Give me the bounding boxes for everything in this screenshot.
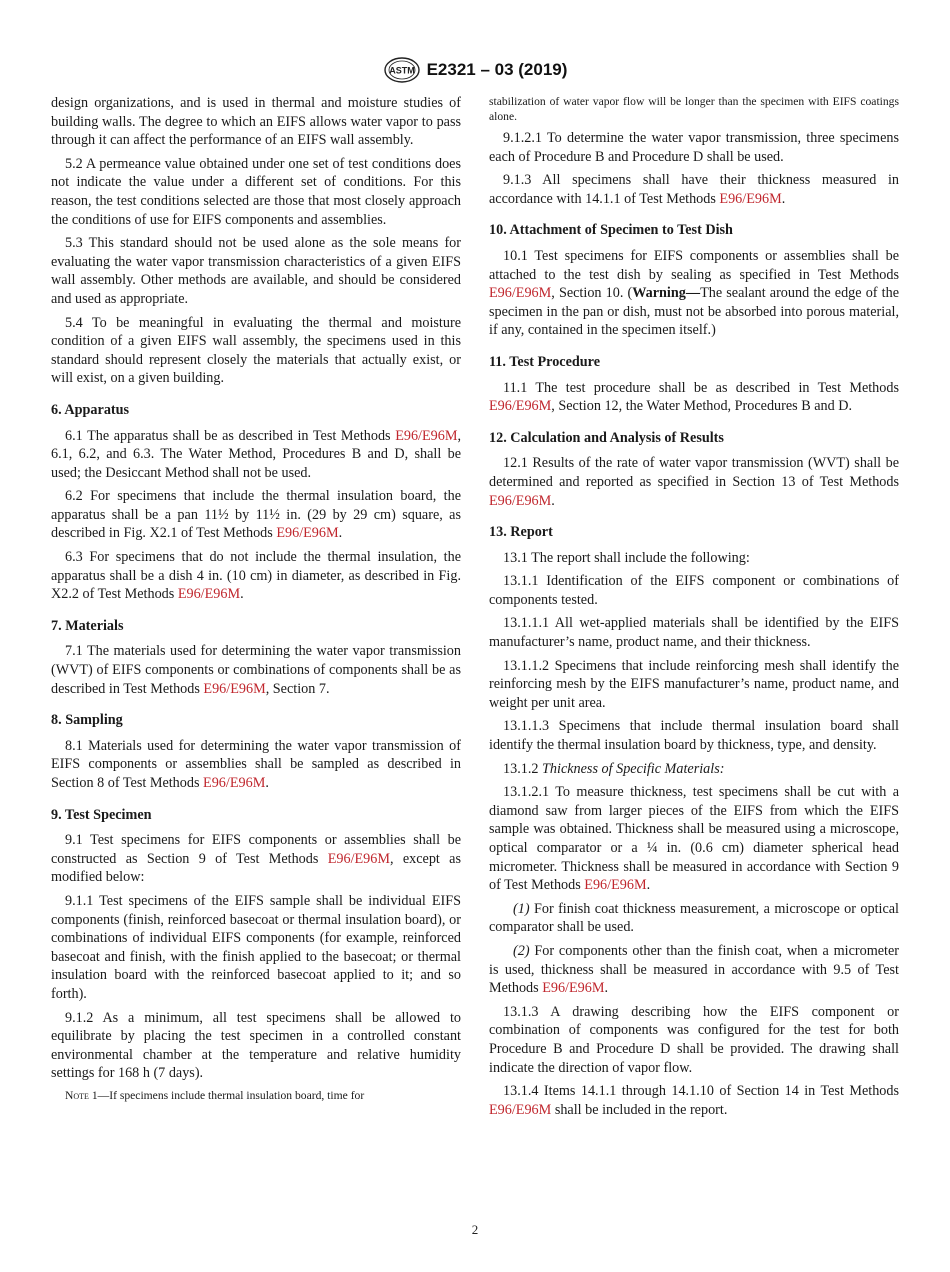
- reference-link[interactable]: E96/E96M: [489, 492, 552, 509]
- paragraph-7-1: 7.1 The materials used for determining the water vapor transmission (WVT) of EIFS components or combinations of components shall be as described in Test Methods E96/E96M, Section 7.: [51, 643, 461, 697]
- paragraph-6-3: 6.3 For specimens that do not include the thermal insulation, the apparatus shall be a dish 4 in. (10 cm) in diameter, as described in Fig. X2.2 of Test Methods E96/E96M.: [51, 549, 461, 603]
- paragraph-13-1-2-1: 13.1.2.1 To measure thickness, test specimens shall be cut with a diamond saw from larger pieces of the EIFS from which the EIFS sample was obtained. Thickness shall be measured using a microscope, optical comparator or a ¼ in. (0.6 cm) diameter spherical head micrometer. Thickness shall be measured in accordance with Section 9 of Test Methods E96/E96M.: [489, 784, 899, 894]
- paragraph-9-1-2-1: 9.1.2.1 To determine the water vapor transmission, three specimens each of Procedure B and Procedure D shall be used.: [489, 130, 899, 165]
- page-number: 2: [471, 1222, 479, 1237]
- paragraph-11-1: 11.1 The test procedure shall be as described in Test Methods E96/E96M, Section 12, the Water Method, Procedures B and D.: [489, 379, 899, 415]
- paragraph-13-1-2: 13.1.2 Thickness of Specific Materials:: [503, 760, 725, 777]
- paragraph-5-1-tail: design organizations, and is used in thermal and moisture studies of building walls. The degree to which an EIFS allows water vapor to pass through it can affect the performance of an EIFS wall assembly.: [51, 95, 461, 149]
- paragraph-5-2: 5.2 A permeance value obtained under one set of test conditions does not indicate the value under a different set of conditions. For this reason, the test conditions selected are those that most closely approach the conditions of use for EIFS components and assemblies.: [51, 155, 461, 228]
- reference-link[interactable]: E96/E96M: [203, 775, 266, 791]
- section-9-heading: 9. Test Specimen: [51, 806, 152, 823]
- section-6-heading: 6. Apparatus: [51, 401, 130, 418]
- reference-link[interactable]: E96/E96M: [719, 190, 782, 207]
- reference-link[interactable]: E96/E96M: [395, 427, 458, 444]
- right-column: [489, 94, 899, 1124]
- page-header: [0, 56, 950, 84]
- paragraph-13-1-1-2: 13.1.1.2 Specimens that include reinforcing mesh shall identify the reinforcing mesh by the EIFS manufacturer’s name, product name, and weight per unit area.: [489, 657, 899, 711]
- reference-link[interactable]: E96/E96M: [327, 850, 390, 867]
- paragraph-13-1: 13.1 The report shall include the following:: [503, 549, 750, 566]
- paragraph-13-1-1-1: 13.1.1.1 All wet-applied materials shall be identified by the EIFS manufacturer’s name, product name, and their thickness.: [489, 615, 899, 651]
- section-8-heading: 8. Sampling: [51, 712, 123, 729]
- paragraph-8-1: 8.1 Materials used for determining the water vapor transmission of EIFS components or assemblies shall be sampled as described in Section 8 of Test Methods E96/E96M.: [51, 737, 461, 791]
- list-item-2: (2) For components other than the finish coat, when a micrometer is used, thickness shall be measured in accordance with 9.5 of Test Methods E96/E96M.: [489, 942, 899, 997]
- paragraph-13-1-3: 13.1.3 A drawing describing how the EIFS component or combination of components was configured for the test for both Procedure B and Procedure D shall be provided. The drawing shall indicate the direction of vapor flow.: [489, 1003, 899, 1076]
- paragraph-5-4: 5.4 To be meaningful in evaluating the thermal and moisture condition of a given EIFS wall assembly, the specimens used in this standard should represent closely the materials that actually exist, or will exist, on a given building.: [51, 314, 461, 387]
- note-1: Note 1—If specimens include thermal insulation board, time for: [65, 1088, 365, 1102]
- section-12-heading: 12. Calculation and Analysis of Results: [489, 429, 724, 446]
- paragraph-9-1-3: 9.1.3 All specimens shall have their thickness measured in accordance with 14.1.1 of Test Methods E96/E96M.: [489, 172, 899, 207]
- paragraph-9-1: 9.1 Test specimens for EIFS components or assemblies shall be constructed as Section 9 of Test Methods E96/E96M, except as modified below:: [51, 832, 461, 886]
- paragraph-10-1: 10.1 Test specimens for EIFS components or assemblies shall be attached to the test dish by sealing as specified in Test Methods E96/E96M, Section 10. (Warning—The sealant around the edge of the specimen in the pan or dish, must not be absorbed into porous material, if any, contained in the specimen itself.): [489, 247, 900, 339]
- reference-link[interactable]: E96/E96M: [489, 1101, 552, 1118]
- reference-link[interactable]: E96/E96M: [203, 680, 266, 697]
- left-column: [51, 94, 461, 1108]
- list-item-1: (1) For finish coat thickness measurement, a microscope or optical comparator shall be used.: [489, 900, 899, 936]
- section-7-heading: 7. Materials: [51, 617, 124, 634]
- paragraph-13-1-1-3: 13.1.1.3 Specimens that include thermal insulation board shall identify the thermal insulation board by thickness, type, and density.: [489, 718, 899, 754]
- section-11-heading: 11. Test Procedure: [489, 353, 601, 370]
- reference-link[interactable]: E96/E96M: [489, 285, 552, 302]
- paragraph-13-1-1: 13.1.1 Identification of the EIFS component or combinations of components tested.: [489, 573, 899, 608]
- paragraph-12-1: 12.1 Results of the rate of water vapor transmission (WVT) shall be determined and reported as specified in Section 13 of Test Methods E96/E96M.: [489, 455, 899, 509]
- note-1-continued: stabilization of water vapor flow will be longer than the specimen with EIFS coatings alone.: [489, 95, 899, 123]
- reference-link[interactable]: E96/E96M: [276, 525, 339, 542]
- section-13-heading: 13. Report: [489, 524, 553, 541]
- astm-logo-icon: [383, 56, 421, 84]
- paragraph-5-3: 5.3 This standard should not be used alone as the sole means for evaluating the water vapor transmission characteristics of a given EIFS wall assembly. Other methods are available, and should be considered and used as appropriate.: [51, 235, 461, 307]
- paragraph-6-2: 6.2 For specimens that include the thermal insulation board, the apparatus shall be a pan 11½ by 11½ in. (29 by 29 cm) square, as described in Fig. X2.1 of Test Methods E96/E96M.: [51, 488, 461, 542]
- warning-label: Warning—: [632, 285, 701, 302]
- paragraph-6-1: 6.1 The apparatus shall be as described in Test Methods E96/E96M, 6.1, 6.2, and 6.3. The Water Method, Procedures B and D, shall be used; the Desiccant Method shall not be used.: [51, 427, 461, 481]
- reference-link[interactable]: E96/E96M: [542, 980, 605, 997]
- svg-text:ASTM: ASTM: [388, 65, 415, 76]
- section-10-heading: 10. Attachment of Specimen to Test Dish: [489, 222, 733, 239]
- reference-link[interactable]: E96/E96M: [177, 586, 241, 603]
- paragraph-9-1-2: 9.1.2 As a minimum, all test specimens shall be allowed to equilibrate by placing the test specimen in a controlled constant environmental chamber at the temperature and relative humidity settings for 168 h (7 days).: [51, 1009, 461, 1082]
- reference-link[interactable]: E96/E96M: [489, 398, 552, 415]
- reference-link[interactable]: E96/E96M: [584, 877, 647, 894]
- paragraph-9-1-1: 9.1.1 Test specimens of the EIFS sample shall be individual EIFS components (finish, reinforced basecoat or thermal insulation board), or combinations of individual EIFS components (for example, reinforced basecoat and finish, with the finish applied to the basecoat; or thermal insulation board with the reinforced basecoat applied to it; and so forth).: [51, 892, 461, 1002]
- document-id: E2321 – 03 (2019): [426, 60, 568, 79]
- paragraph-13-1-4: 13.1.4 Items 14.1.1 through 14.1.10 of Section 14 in Test Methods E96/E96M shall be included in the report.: [489, 1083, 899, 1118]
